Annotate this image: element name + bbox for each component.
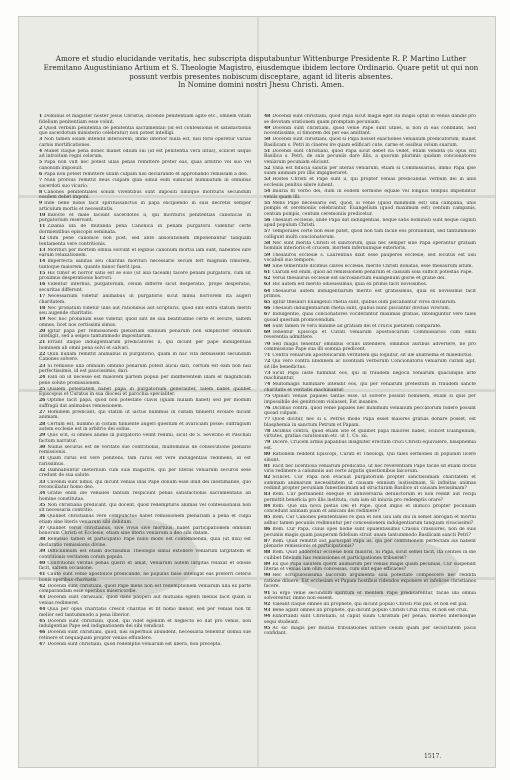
thesis-item [39,572,251,583]
thesis-text: Cavendi sunt nimis, qui dicunt venias illas Pape donum esse illud dei inestimabile, quo reconciliatur homo deo. [39,479,251,490]
thesis-text: Nec probatum videtur ullis aut rationibus aut scripturis, quod sint extra statum meriti seu augende charitatis. [39,305,251,317]
thesis-text: Contritionis veritas penas querit et amat, Veniarum autem largitas relaxat et odisse facit, saltem occasione. [39,560,251,572]
thesis-item [264,539,476,550]
thesis-item [39,561,251,572]
thesis-item [264,608,476,614]
thesis-text: Canones penitentiales solum viventibus sunt impositi nihilque morituris secundum eosdem debet imponi. [39,189,251,201]
thesis-number: 54 [264,189,271,195]
thesis-text: Verus thesaurus ecclesie est sacrosanctum euangelium glorie et gratie dei. [272,276,446,282]
thesis-number: 75 [264,394,271,400]
thesis-item [39,514,251,525]
thesis-item [39,422,251,433]
thesis-text: Docendi sunt christiani, quod si Papa nosset exactiones venialium predicatorum, mallet Basilicam s. Petri in cineres ire quam edificari cute, carne et ossibus ovium suarum. [264,137,476,148]
thesis-number: 42 [39,583,46,589]
thesis-number: 19 [39,317,46,323]
thesis-text: Docendi sunt christiani, quod dans pauperi aut mutuans egenti melius facit quam si venias redimeret. [39,595,251,606]
thesis-item [264,550,476,561]
thesis-text: Sunt tamen re vera minime ad gratiam dei et crucis pietatem comparate. [272,323,442,329]
thesis-text: Vana est fiducia salutis per literas veniarum, etiam si Commissarius, immo Papa ipse suam animam pro illis impigneraret. [264,165,476,177]
thesis-text: Tenentur Episcopi et Curati veniarum apostolicarum Commissarios cum omni reverentia admittere. [264,329,476,341]
thesis-text: Docendi sunt christiani, quod, nisi superfluis abundent, necessaria tenentur domui sue retinere et nequaquam propter venias effundere. [39,630,251,641]
thesis-number: 43 [39,595,46,601]
thesis-number: 22 [39,351,46,357]
thesis-number: 63 [264,282,271,288]
thesis-number: 60 [264,264,271,270]
thesis-number: 49 [264,125,271,131]
thesis-text: Nec hoc probatum esse videtur, quod sint de sua beatitudine certe et secure, saltem omnes, licet nos certissimi simus. [39,317,251,328]
thesis-number: 12 [39,236,46,242]
thesis-number: 33 [39,479,46,485]
thesis-text: Indulgentie, quas concionatores vociferantur maximas gratias, intelliguntur vere tales quoad questum promovendum. [264,312,476,323]
thesis-item [264,270,476,276]
thesis-text: Qualem potestatem habet papa in purgatorium generaliter, talem habet quilibet Episcopus et Curatus in sua diocesi et parochia specialiter. [39,386,251,398]
thesis-number: 77 [264,417,271,423]
thesis-text: Rationem reddent Episcopi, Curati et Theologi, Qui tales sermones in populum licere sinunt. [264,452,476,463]
thesis-item [39,410,251,421]
thesis-text: Optime facit papa, quod non potestate clavis (quam nullam habet) sed per modum suffragii dat animabus remissionem. [39,398,251,409]
thesis-item [39,607,251,618]
thesis-item [39,584,251,595]
thesis-number: 93 [264,608,271,614]
thesis-item [264,359,476,370]
thesis-text: Multomagis fulminare intendit eos, qui per veniarum pretextum in fraudem sancte charitatis et veritatis machinantur. [264,382,476,393]
thesis-number: 4 [39,148,43,154]
thesis-item [264,440,476,451]
thesis-number: 68 [264,323,271,329]
thesis-number: 29 [39,433,46,439]
thesis-text: Certum est, nummo in cistam tinniente augeri questum et avariciam posse: suffragium autem ecclesie est in arbitrio dei solius. [39,421,251,433]
thesis-text: Hic timor et horror satis est se solo (ut alia taceam) facere penam purgatorii, cum sit proximus desperationis horrori. [39,270,251,282]
thesis-item [264,353,476,359]
thesis-item [39,595,251,606]
thesis-number: 69 [264,329,271,335]
thesis-number: 26 [39,398,46,404]
thesis-number: 59 [264,252,271,258]
thesis-number: 13 [39,247,46,253]
thesis-text: Mens Pape necessario est, quod, si venie (quod minimum est) una campana, unis pompis et ceremoniis celebrantur, Euangelium (quod maximum est) centum campanis, centum pompis, centum ceremoniis predicetur. [264,200,476,217]
thesis-text: Sed magis tenentur omnibus oculis intendere, omnibus auribus advertere, ne pro commissione Pape sua illi somnia predicent. [264,341,476,353]
thesis-text: Igitur papa per remissionem plenariam omnium penarum non simpliciter omnium intelligit, sed a seipso tantummodo impositarum. [39,328,251,340]
thesis-item [39,137,251,148]
thesis-item [264,166,476,177]
thesis-text: Item. Quid remittit aut participat Papa iis, qui per contritionem perfectam ius habent plenarie remissionis et participationis? [264,538,476,550]
thesis-text: Quod dicitur, nec si s. Petrus modo Papa esset maiores gratias donare posset, est blasphemia in sanctum Petrum et Papam. [264,417,476,428]
thesis-number: 72 [264,359,271,365]
thesis-number: 89 [264,561,271,567]
thesis-text: Falli ob id necesse est maiorem partem populi per indifferentem illam et magnificam pene solute promissionem. [39,375,251,386]
thesis-text: Hic autem est merito odiosissimus, quia ex primis facit novissimos. [272,282,428,288]
intro-paragraph: Amore et studio elucidande veritatis, hec subscripta disputabuntur Wittenburge Presidente R. P. Martino Luther Eremitano Augustiniano Artium et S. Theologie Magistro, eiusdemque ibidem lectore Ordinario. Quare petit ut qui non possunt verbis presentes nobiscum disceptare, agant id literis absentes. [43,54,479,81]
thesis-number: 78 [264,428,271,434]
thesis-item [39,282,251,293]
thesis-text: Hostes Christi et Pape sunt ii, qui propter venias predicandas verbum dei in aliis ecclesiis penitus silere iubent. [264,177,476,188]
thesis-text: Quis scit, si omnes anime in purgatorio velint redimi, sicut de S. Severino et Paschali factum narratur. [39,433,251,444]
thesis-item [264,591,476,602]
thesis-item [264,475,476,492]
thesis-item [264,602,476,608]
thesis-item [264,371,476,382]
thesis-item [39,491,251,502]
thesis-item [39,160,251,171]
thesis-text: Nullus securus est de veritate sue contritionis, multominus de consecutione plenarie remissionis. [39,444,251,456]
thesis-text: Damnabuntur ineternum cum suis magistris, qui per literas veniarum securos sese credunt de sua salute. [39,467,251,479]
thesis-number: 57 [264,229,271,235]
thesis-number: 37 [39,525,46,531]
thesis-number: 81 [264,463,271,469]
thesis-text: Quam rarus est vere penitens, tam rarus est vere indulgentias redimens, id est rarissimus. [39,456,251,467]
thesis-number: 65 [264,300,271,306]
thesis-text: Quia per opus charitatis crescit charitas et fit homo melior, sed per venias non fit melior sed tantummodo a pena liberior. [39,607,251,618]
theses-column-right [264,114,476,638]
thesis-item [264,276,476,282]
thesis-text: Docendi sunt christiani, quod redemptio veniarum est libera, non precepta. [47,641,222,647]
thesis-number: 52 [264,165,271,171]
header-block [41,55,481,90]
thesis-item [39,526,251,537]
thesis-number: 82 [264,475,271,481]
thesis-number: 53 [264,177,271,183]
thesis-item [264,342,476,353]
thesis-text: Quod verbum penitentia de penitentia sacramentali (id est confessionis et satisfactionis que sacerdotum ministerio celebratur) non potest intelligi. [39,125,251,137]
thesis-text: Indocte et male faciunt sacerdotes ii, qui morituris penitentias canonicas in purgatorium reservant. [39,212,251,224]
invocation-line: In Nomine domini nostri Jhesu Christi. Amen. [177,80,345,90]
thesis-number: 9 [39,201,43,207]
thesis-number: 2 [39,125,43,131]
thesis-item [264,417,476,428]
thesis-number: 17 [39,294,46,299]
thesis-text: Caute sunt venie apostolice predicande, ne populus false intelligat eas preferri ceteris bonis operibus charitatis. [39,572,251,583]
thesis-number: 51 [264,148,271,154]
thesis-number: 85 [264,515,271,521]
thesis-text: Imperfecta sanitas seu charitas morituri necessario secum fert magnum timorem, tantoque maiorem, quanto minor fuerit ipsa. [39,259,251,270]
thesis-item [39,537,251,548]
thesis-text: Item. Quid adderetur ecclesie boni maioris, Si Papa, sicut semel facit, ita centies in die cuilibet fidelium has remissiones et participationes tribueret? [264,550,476,561]
thesis-item [264,229,476,240]
date-line: 1517. [424,753,442,760]
thesis-text: Hominem predicant, qui statim ut iactus nummus in cistam tinnierit evolare dicunt animam. [39,409,251,421]
thesis-number: 74 [264,382,271,388]
thesis-text: Difficillimum est etiam doctissimis Theologis simul extollere veniarum largitatem et contritionis veritatem coram populo. [39,549,251,560]
thesis-item [39,306,251,317]
thesis-text: Temporales certe non esse patet, quod non tam facile eos profundunt, sed tantummodo colligunt multi concionatorum. [264,229,476,240]
thesis-item [39,480,251,491]
thesis-number: 27 [39,409,46,415]
thesis-number: 67 [264,312,271,318]
thesis-text: Item. Que illa nova pietas Dei et Pape, quod impio et inimico propter pecuniam concedunt animam piam et amicam dei redimere? [264,503,476,515]
thesis-item [39,642,251,648]
thesis-item [264,562,476,573]
thesis-item [39,503,251,514]
thesis-item [264,253,476,264]
thesis-number: 71 [264,353,271,359]
thesis-number: 45 [39,618,46,624]
thesis-item [264,573,476,590]
thesis-number: 3 [39,137,43,143]
thesis-item [264,614,476,625]
thesis-item [264,504,476,515]
thesis-item [39,114,251,125]
thesis-item [264,241,476,252]
thesis-number: 1 [39,114,43,119]
thesis-number: 14 [39,259,46,265]
thesis-number: 58 [264,240,271,246]
vertical-fold-crease [257,17,259,767]
thesis-number: 8 [39,189,43,195]
thesis-item [264,382,476,393]
thesis-number: 16 [39,282,46,288]
thesis-text: Ac sic magis per multas tribulationes intrare celum quam per securitatem pacis confidant. [264,625,476,637]
thesis-text: Necessarium videtur animabus in purgatorio sicut minui horrorem ita augeri charitatem. [39,294,251,305]
thesis-text: Olim pene canonice non post, sed ante absolutionem imponebantur tanquam tentamenta vere contritionis. [39,236,251,247]
thesis-number: 35 [39,502,46,508]
thesis-text: Scilicet. Cur Papa non evacuat purgatorium propter sanctissimam charitatem et summam animarum necessitatem ut causam omnium iustissimam, Si infinitas animas redimit propter pecuniam funestissimam ad structuram Basilice ut causam levissimam? [264,475,476,492]
thesis-item [264,406,476,417]
thesis-number: 15 [39,270,46,276]
thesis-number: 38 [39,537,46,543]
thesis-number: 56 [264,217,271,223]
thesis-item [39,126,251,137]
thesis-number: 6 [39,171,43,177]
thesis-item [39,375,251,386]
thesis-item [264,515,476,526]
thesis-text: Docendi sunt christiani, quod Pape mens non est redemptionem veniarum ulla ex parte comparandam esse operibus misericordie. [39,583,251,595]
thesis-text: Clarum est enim, quod ad remissionem penarum et casuum sola sufficit potestas Pape. [272,270,473,276]
thesis-text: Thesaurus autem indulgentiarum merito est gratissimus, quia ex novissimis facit primos. [264,288,476,299]
thesis-item [39,149,251,160]
thesis-number: 80 [264,452,271,457]
theses-column-left [39,114,251,648]
thesis-item [39,340,251,351]
thesis-item [264,114,476,125]
thesis-number: 20 [39,328,46,334]
thesis-number: 50 [264,137,271,143]
thesis-text: Gratie enim ille veniales tantum respiciunt penas satisfactionis sacramentalis ab homine constitutas. [39,491,251,502]
thesis-number: 11 [39,224,46,230]
thesis-number: 7 [39,178,43,184]
thesis-item [264,149,476,166]
thesis-text: Item. Cur Canones penitentiales re ipsa et non usu iam diu in semet abrogati et mortui adhuc tamen pecuniis redimuntur per concessionem indulgentiarum tanquam vivacissimi? [264,515,476,526]
thesis-number: 36 [39,514,46,520]
thesis-number: 30 [39,444,46,450]
thesis-number: 41 [39,572,46,578]
thesis-item [264,626,476,637]
thesis-item [264,218,476,229]
thesis-number: 62 [264,276,271,282]
thesis-text: Facit hec licentiosa veniarum predicatio, ut nec reverentiam Pape facile sit etiam doctis viris redimere a calumniis aut certe argutis questionibus laicorum. [264,463,476,475]
thesis-item [264,137,476,148]
thesis-item [39,549,251,560]
thesis-number: 18 [39,305,46,311]
thesis-text: Non christiana predicant, qui docent, quod redempturis animas vel confessionalia non sit necessaria contritio. [39,502,251,514]
thesis-text: Non tamen solam intendit interiorem; immo interior nulla est, nisi foris operetur varias carnis mortificationes. [39,137,251,148]
thesis-text: Opinari venias papales tantas esse, ut solvere possint hominem, etiam si quis per impossibile dei genitricem violasset, Est insanire. [264,394,476,405]
thesis-text: Valeant itaque omnes illi prophete, qui dicunt populo Christi Pax pax, et non est pax. [272,602,468,608]
thesis-text: Docendi sunt christiani, quod venie Pape sunt utiles, si non in eas confidant, Sed nocentissime, si timorem dei per eas amittant. [264,125,476,137]
thesis-item [264,394,476,405]
thesis-item [39,248,251,259]
thesis-item [39,433,251,444]
thesis-text: Qui vero contra libidinem ac licentiam verborum Concionatoris veniarum curam agit, sit ille benedictus. [264,359,476,370]
thesis-number: 73 [264,370,271,376]
thesis-number: 95 [264,625,271,631]
thesis-number: 24 [39,375,46,381]
thesis-text: Dicimus contra, quod etiam iste et quilibet papa maiores habet, scilicet Euangelium, virtutes, gratias curationum etc. ut 1. Co. xii. [264,428,476,440]
thesis-item [264,201,476,218]
thesis-item [39,190,251,201]
thesis-item [39,178,251,189]
thesis-item [39,329,251,340]
thesis-item [39,630,251,641]
thesis-item [39,213,251,224]
thesis-text: Sicut Papa iuste fulminat eos, qui in fraudem negocii veniarum quacunque arte machinantur, [264,370,476,382]
thesis-text: Item. Cur Papa, cuius opes hodie sunt opulentissimis Crassis crassiores, non de suis pecuniis magis quam pauperum fidelium struit unam tantummodo Basilicam sancti Petri? [264,527,476,538]
thesis-text: Quilibet christianus vere compunctus habet remissionem plenariam a pena et culpa etiam sine literis veniarum sibi debitam. [39,514,251,525]
thesis-item [264,264,476,270]
thesis-number: 84 [264,503,271,509]
thesis-number: 91 [264,590,271,596]
thesis-text: Remissio tamen et participatio Pape nullo modo est contemnenda, quia (ut dixi) est declaratio remissionis divine. [39,537,251,548]
thesis-item [264,312,476,323]
thesis-number: 23 [39,363,46,369]
thesis-number: 55 [264,200,271,206]
thesis-item [264,306,476,312]
thesis-number: 5 [39,160,43,166]
thesis-item [264,330,476,341]
thesis-number: 39 [39,549,46,555]
thesis-item [39,201,251,212]
thesis-item [39,352,251,363]
thesis-item [264,282,476,288]
thesis-number: 40 [39,560,46,566]
thesis-number: 44 [39,607,46,613]
thesis-text: Iniuria fit verbo dei, dum in eodem sermone equale vel longius tempus impenditur veniis quam illi. [264,189,476,200]
thesis-number: 10 [39,212,46,218]
thesis-text: Zizania illa de mutanda pena Canonica in penam purgatorii videntur certe dormientibus episcopis seminata. [39,224,251,235]
thesis-text: Nec sunt merita Christi et sanctorum, quia hec semper sine Papa operantur gratiam hominis interioris et crucem, mortem infernumque exterioris. [264,240,476,252]
thesis-item [264,527,476,538]
thesis-item [264,464,476,475]
thesis-number: 88 [264,550,271,556]
thesis-text: Videntur infernus, purgatorium, celum differre sicut desperatio, prope desperatio, securitas differunt. [39,282,251,293]
thesis-item [39,271,251,282]
thesis-item [39,445,251,456]
thesis-item [39,317,251,328]
thesis-item [39,456,251,467]
thesis-number: 76 [264,405,271,411]
thesis-number: 87 [264,538,271,544]
thesis-text: Item. Cur permanent exequie et anniversaria defunctorum et non reddit aut recipi permittit beneficia pro illis instituta, cum iam sit iniuria pro redemptis orare? [264,492,476,503]
thesis-item [39,294,251,305]
thesis-text: Docendi sunt christiani, quod Papa sicut debet ita vellet, etiam vendita (si opus sit) Basilica s. Petri, de suis pecuniis dare illis, a quorum plurimis quidam concionatores veniarum pecuniam eliciunt. [264,148,476,165]
thesis-text: Nulli prorsus remittit deus culpam quin simul eum subiiciat humiliatum in omnibus sacerdoti suo vicario. [39,178,251,189]
thesis-item [39,468,251,479]
thesis-item [39,224,251,235]
thesis-number: 32 [39,467,46,473]
thesis-text: Dicimus contra, quod venie papales nec minimum venialium peccatorum tollere possint quoad culpam. [264,405,476,417]
thesis-item [39,236,251,247]
thesis-number: 48 [264,114,271,119]
thesis-text: Contra veniarum apostolicarum veritatem qui loquitur, sit ille anathema et maledictus. [272,353,473,359]
thesis-number: 47 [39,641,46,647]
thesis-text: Hec scrupulosissima laicorum argumenta sola potestate compescere nec reddita ratione diluere, Est ecclesiam et Papam hostibus ridendos exponere et infelices christianos facere. [264,573,476,590]
thesis-text: Errant itaque indulgentiarum predicatores ii, qui dicunt per pape indulgentias hominem ab omni pena solvi et salvari. [39,340,251,351]
thesis-text: Morituri per mortem omnia solvunt et legibus canonum mortui iam sunt, habentes iure earum relaxationem. [39,247,251,259]
thesis-number: 21 [39,340,46,346]
thesis-text: Quilibet verus christianus, sive vivus sive mortuus, habet participationem omnium bonorum Christi et Ecclesie, etiam sine literis veniarum a deo sibi datam. [39,525,251,537]
thesis-text: Docendi sunt christiani, quod Papa sicut magis eget ita magis optat in veniis dandis pro se devotam orationem quam promptam pecuniam. [264,114,476,125]
thesis-number: 92 [264,602,271,608]
thesis-text: Si remissio ulla omnium omnino penarum potest alicui dari, certum est eam non nisi perfectissimis, id est paucissimis, dari. [39,363,251,375]
thesis-number: 83 [264,492,271,498]
thesis-item [264,289,476,300]
thesis-item [39,398,251,409]
thesis-item [264,492,476,503]
thesis-text: Igitur thesauri Euangelici rhetia sunt, quibus olim piscabantur viros divitiarum. [272,300,457,306]
thesis-text: Manet itaque pena donec manet odium sui (id est penitentia vera intus), scilicet usque ad introitum regni celorum. [39,148,251,160]
thesis-item [264,126,476,137]
thesis-number: 64 [264,288,271,294]
thesis-item [264,429,476,440]
thesis-item [264,324,476,330]
thesis-number: 90 [264,573,271,579]
thesis-item [39,259,251,270]
thesis-item [264,452,476,463]
thesis-item [264,177,476,188]
thesis-text: Thesauri ecclesie, unde Papa dat indulgentias, neque satis nominati sunt neque cogniti apud populum Christi. [264,217,476,229]
thesis-number: 79 [264,440,271,446]
thesis-number: 25 [39,386,46,392]
thesis-text: Papa non potest remittere ullam culpam nisi declarando et approbando remissam a deo. [44,171,249,177]
thesis-text: Quin nullam remittit animabus in purgatorio, quam in hac vita debuissent secundum Canones solvere. [39,351,251,363]
thesis-number: 31 [39,456,46,462]
thesis-number: 28 [39,421,46,427]
thesis-text: Ex quo Papa salutem querit animarum per venias magis quam pecunias, Cur suspendit literas et venias iam olim concessas, cum sint eque efficaces? [264,561,476,573]
thesis-text: Bene agant omnes illi prophete, qui dicunt populo Christi Crux crux, et non est crux. [272,608,469,614]
thesis-text: Dicere, Crucem armis papalibus insigniter erectam cruci Christi equivalere, blasphemia est. [264,440,476,451]
thesis-number: 34 [39,491,46,497]
thesis-text: Docendi sunt christiani, quod, qui videt egenum et neglecto eo dat pro veniis, non indulgentias Pape sed indignationem dei sibi vendicat. [39,618,251,630]
thesis-number: 86 [264,527,271,533]
theses-broadsheet [18,16,496,768]
thesis-number: 46 [39,630,46,636]
thesis-text: Dominus et magister noster Jesus Christus, dicendo penitentiam agite etc., omnem vitam fidelium penitentiam esse voluit. [39,114,251,125]
thesis-text: Si ergo venie secundum spiritum et mentem Pape predicarentur, facile illa omnia solverentur, immo non essent. [264,590,476,602]
thesis-item [39,387,251,398]
thesis-number: 70 [264,341,271,347]
thesis-text: Inde bene nobis facit spiritussanctus in papa excipiendo in suis decretis semper articulum mortis et necessitatis. [39,201,251,212]
thesis-text: Sine temeritate dicimus claves ecclesie, merito Christi donatas, esse thesaurum istum. [272,264,473,270]
thesis-number: 66 [264,306,271,312]
thesis-number: 61 [264,270,271,276]
thesis-item [264,300,476,306]
thesis-item [39,619,251,630]
thesis-text: Exhortandi sunt Christiani, ut caput suum Christum per penas, mortes infernosque sequi studeant. [264,614,476,625]
thesis-text: Thesauri indulgentiarum rhetia sunt, quibus nunc piscantur divitias virorum. [272,306,451,312]
thesis-item [264,189,476,200]
thesis-text: Thesauros ecclesie s. Laurentius dixit esse pauperes ecclesie, sed locutus est usu vocabuli suo tempore. [264,252,476,264]
thesis-item [39,364,251,375]
thesis-item [39,172,251,178]
thesis-text: Papa non vult nec potest ullas penas remittere preter eas, quas arbitrio vel suo vel canonum imposuit. [39,160,251,171]
thesis-number: 94 [264,614,271,620]
